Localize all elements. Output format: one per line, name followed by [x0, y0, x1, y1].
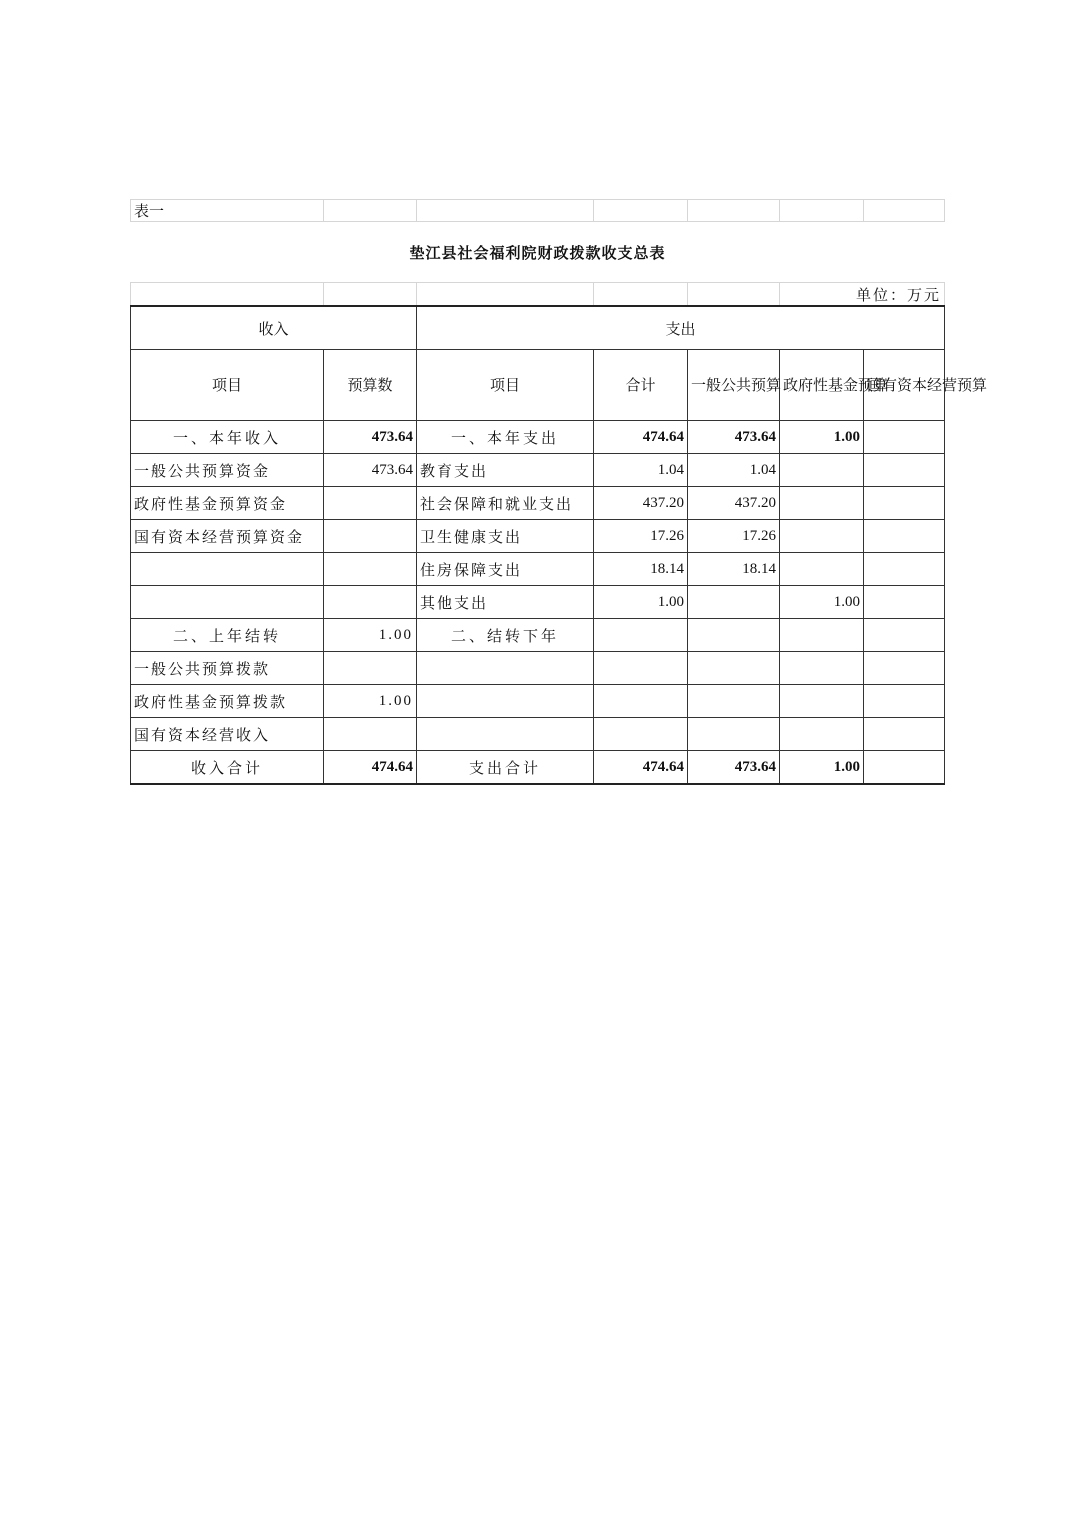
expense-item-cell: 支出合计 — [417, 751, 594, 785]
budget-summary-table — [130, 199, 988, 785]
income-value-cell: 1.00 — [324, 685, 417, 718]
general-public-header: 一般公共预算 — [688, 350, 780, 421]
gov-fund-value-cell — [780, 454, 864, 487]
expense-group-header: 支出 — [417, 306, 945, 350]
income-value-cell — [324, 586, 417, 619]
state-capital-value-cell — [864, 619, 945, 652]
income-item-cell: 一般公共预算资金 — [131, 454, 324, 487]
expense-item-header: 项目 — [417, 350, 594, 421]
total-value-cell: 1.00 — [594, 586, 688, 619]
table-row — [131, 751, 945, 785]
unit-row — [131, 283, 945, 307]
table-row — [131, 487, 945, 520]
state-capital-value-cell — [864, 685, 945, 718]
gov-fund-value-cell: 1.00 — [780, 586, 864, 619]
general-public-value-cell — [688, 718, 780, 751]
state-capital-value-cell — [864, 751, 945, 785]
general-public-value-cell — [688, 586, 780, 619]
expense-item-cell: 社会保障和就业支出 — [417, 487, 594, 520]
state-capital-value-cell — [864, 520, 945, 553]
table-row — [131, 619, 945, 652]
income-item-cell: 收入合计 — [131, 751, 324, 785]
general-public-value-cell — [688, 619, 780, 652]
income-item-cell: 政府性基金预算拨款 — [131, 685, 324, 718]
expense-item-cell: 住房保障支出 — [417, 553, 594, 586]
general-public-value-cell: 473.64 — [688, 421, 780, 454]
expense-item-cell — [417, 652, 594, 685]
income-value-cell — [324, 652, 417, 685]
state-capital-value-cell — [864, 487, 945, 520]
expense-item-cell: 二、结转下年 — [417, 619, 594, 652]
income-item-cell — [131, 586, 324, 619]
expense-item-cell: 教育支出 — [417, 454, 594, 487]
table-tag-row — [131, 200, 945, 222]
income-item-cell: 一般公共预算拨款 — [131, 652, 324, 685]
general-public-value-cell: 17.26 — [688, 520, 780, 553]
income-item-cell: 国有资本经营收入 — [131, 718, 324, 751]
table-row — [131, 520, 945, 553]
general-public-value-cell: 473.64 — [688, 751, 780, 785]
general-public-value-cell: 18.14 — [688, 553, 780, 586]
gov-fund-value-cell — [780, 718, 864, 751]
total-value-cell — [594, 718, 688, 751]
total-value-cell — [594, 685, 688, 718]
state-capital-value-cell — [864, 454, 945, 487]
gov-fund-value-cell: 1.00 — [780, 751, 864, 785]
income-value-cell: 474.64 — [324, 751, 417, 785]
income-group-header: 收入 — [131, 306, 417, 350]
income-value-cell — [324, 553, 417, 586]
general-public-value-cell: 437.20 — [688, 487, 780, 520]
total-value-cell: 17.26 — [594, 520, 688, 553]
group-header-row — [131, 306, 945, 350]
income-value-cell — [324, 520, 417, 553]
total-value-cell: 474.64 — [594, 751, 688, 785]
expense-item-cell — [417, 685, 594, 718]
table-row — [131, 652, 945, 685]
table-row — [131, 421, 945, 454]
column-header-row — [131, 350, 945, 421]
gov-fund-value-cell: 1.00 — [780, 421, 864, 454]
income-value-cell: 1.00 — [324, 619, 417, 652]
total-header: 合计 — [594, 350, 688, 421]
income-item-cell: 国有资本经营预算资金 — [131, 520, 324, 553]
income-item-cell: 政府性基金预算资金 — [131, 487, 324, 520]
income-item-cell — [131, 553, 324, 586]
gov-fund-value-cell — [780, 652, 864, 685]
state-capital-value-cell — [864, 652, 945, 685]
income-item-header: 项目 — [131, 350, 324, 421]
total-value-cell: 474.64 — [594, 421, 688, 454]
table-row — [131, 586, 945, 619]
state-capital-value-cell — [864, 586, 945, 619]
gov-fund-value-cell — [780, 487, 864, 520]
income-budget-header: 预算数 — [324, 350, 417, 421]
state-capital-value-cell — [864, 421, 945, 454]
title-row — [131, 222, 945, 283]
unit-label: 单位：万元 — [780, 283, 945, 307]
total-value-cell — [594, 652, 688, 685]
income-item-cell: 一、本年收入 — [131, 421, 324, 454]
general-public-value-cell: 1.04 — [688, 454, 780, 487]
total-value-cell: 437.20 — [594, 487, 688, 520]
expense-item-cell — [417, 718, 594, 751]
table-row — [131, 718, 945, 751]
income-item-cell: 二、上年结转 — [131, 619, 324, 652]
table-row — [131, 685, 945, 718]
table-row — [131, 553, 945, 586]
total-value-cell: 18.14 — [594, 553, 688, 586]
general-public-value-cell — [688, 652, 780, 685]
gov-fund-header: 政府性基金预算 — [780, 350, 864, 421]
income-value-cell — [324, 487, 417, 520]
income-value-cell: 473.64 — [324, 454, 417, 487]
page-title: 垫江县社会福利院财政拨款收支总表 — [409, 243, 666, 262]
table-tag: 表一 — [131, 200, 324, 222]
gov-fund-value-cell — [780, 520, 864, 553]
income-value-cell — [324, 718, 417, 751]
total-value-cell: 1.04 — [594, 454, 688, 487]
gov-fund-value-cell — [780, 619, 864, 652]
income-value-cell: 473.64 — [324, 421, 417, 454]
general-public-value-cell — [688, 685, 780, 718]
gov-fund-value-cell — [780, 685, 864, 718]
state-capital-value-cell — [864, 718, 945, 751]
gov-fund-value-cell — [780, 553, 864, 586]
expense-item-cell: 一、本年支出 — [417, 421, 594, 454]
expense-item-cell: 卫生健康支出 — [417, 520, 594, 553]
table-row — [131, 454, 945, 487]
total-value-cell — [594, 619, 688, 652]
state-capital-value-cell — [864, 553, 945, 586]
state-capital-header: 国有资本经营预算 — [864, 350, 945, 421]
expense-item-cell: 其他支出 — [417, 586, 594, 619]
